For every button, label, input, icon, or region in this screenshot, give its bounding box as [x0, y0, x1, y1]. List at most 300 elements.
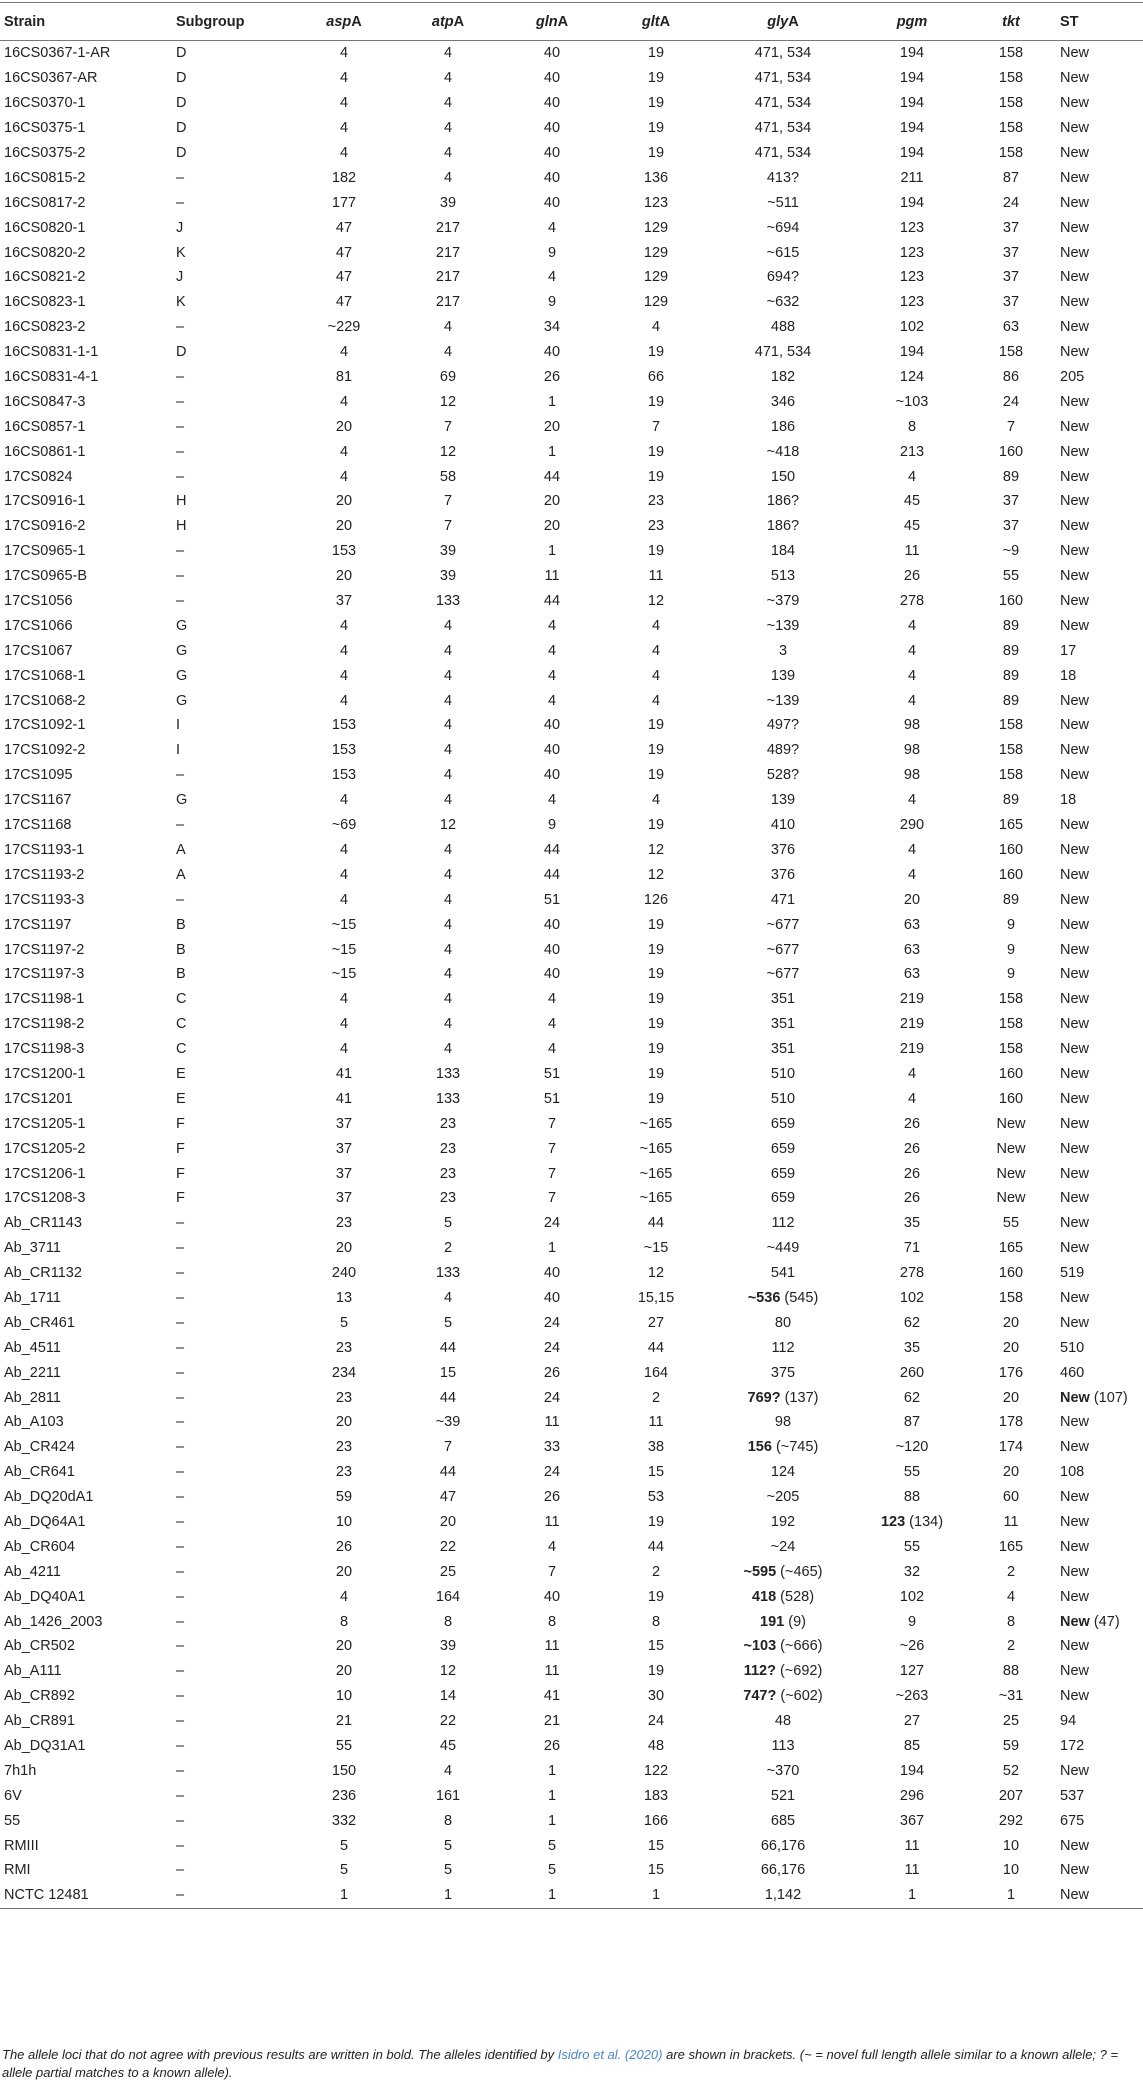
cell-atpA: 161 — [435, 1787, 461, 1804]
table-row — [0, 912, 1143, 937]
cell-subgroup: H — [176, 493, 187, 510]
cell-subgroup: – — [176, 393, 185, 410]
cell-aspA: 4 — [339, 1588, 349, 1605]
cell-subgroup: H — [176, 518, 187, 535]
cell-tkt: 60 — [1002, 1489, 1020, 1506]
cell-pgm: 194 — [899, 1762, 925, 1779]
cell-glyA: 659 — [770, 1190, 796, 1207]
cell-st: New — [1060, 817, 1090, 834]
cell-pgm: 11 — [904, 1862, 920, 1879]
cell-subgroup: – — [176, 1414, 185, 1431]
cell-gltA: 164 — [643, 1364, 669, 1381]
cell-gltA: 8 — [651, 1613, 661, 1630]
cell-aspA: 20 — [335, 1414, 353, 1431]
cell-st: New — [1060, 1016, 1090, 1033]
cell-pgm: 63 — [903, 966, 921, 983]
cell-subgroup: – — [176, 1588, 185, 1605]
cell-gltA: 19 — [647, 344, 665, 361]
cell-glyA: ~370 — [766, 1762, 800, 1779]
cell-st: 18 — [1060, 667, 1077, 684]
cell-gltA: 7 — [651, 418, 661, 435]
cell-aspA: 5 — [339, 1314, 349, 1331]
cell-atpA: 4 — [443, 667, 453, 684]
cell-atpA: 45 — [439, 1738, 457, 1754]
cell-pgm: 194 — [899, 95, 925, 112]
cell-subgroup: C — [176, 1041, 187, 1058]
cell-strain: 16CS0815-2 — [4, 169, 86, 186]
cell-aspA: 55 — [335, 1738, 353, 1754]
cell-aspA: 177 — [331, 194, 357, 211]
cell-tkt: 25 — [1002, 1713, 1020, 1730]
cell-gltA: 44 — [647, 1538, 665, 1555]
cell-st: New — [1060, 1837, 1090, 1854]
cell-strain: Ab_CR461 — [4, 1314, 75, 1331]
cell-glnA: 40 — [543, 1265, 561, 1282]
cell-subgroup: – — [176, 1489, 185, 1506]
cell-gltA: 48 — [647, 1738, 665, 1754]
cell-gltA: 4 — [651, 692, 661, 709]
cell-glnA: 1 — [547, 1762, 557, 1779]
cell-strain: 17CS0916-2 — [4, 518, 86, 535]
cell-strain: 17CS1197-2 — [4, 941, 85, 958]
cell-tkt: 9 — [1006, 941, 1016, 958]
cell-tkt: 158 — [998, 344, 1024, 361]
cell-atpA: 7 — [443, 518, 453, 535]
cell-pgm: 367 — [899, 1812, 925, 1829]
cell-atpA: 217 — [435, 219, 461, 236]
cell-atpA: 12 — [439, 443, 457, 460]
cell-aspA: ~229 — [327, 319, 361, 336]
cell-tkt: 55 — [1002, 568, 1020, 585]
table-row — [0, 1783, 1143, 1808]
cell-strain: Ab_DQ64A1 — [4, 1513, 86, 1530]
cell-subgroup: F — [176, 1190, 185, 1207]
cell-aspA: 81 — [335, 369, 353, 386]
cell-strain: 55 — [4, 1812, 21, 1829]
cell-glyA: 471, 534 — [754, 45, 812, 62]
cell-strain: 17CS1068-1 — [4, 667, 86, 684]
cell-atpA: 4 — [443, 767, 453, 784]
table-row — [0, 638, 1143, 663]
table-row — [0, 514, 1143, 539]
cell-tkt: 178 — [998, 1414, 1024, 1431]
cell-tkt: 88 — [1002, 1663, 1020, 1680]
cell-atpA: 12 — [439, 393, 457, 410]
table-row — [0, 1534, 1143, 1559]
cell-tkt: 176 — [998, 1364, 1024, 1381]
cell-st: New — [1060, 1588, 1090, 1605]
cell-strain: 17CS1168 — [4, 817, 72, 834]
cell-tkt: 10 — [1002, 1862, 1020, 1879]
cell-glnA: 20 — [543, 493, 561, 510]
cell-glnA: 1 — [547, 1812, 557, 1829]
cell-glyA: 685 — [770, 1812, 796, 1829]
cell-gltA: 19 — [647, 145, 665, 161]
cell-glyA: 139 — [770, 792, 796, 809]
cell-gltA: 19 — [647, 916, 665, 933]
cell-gltA: 19 — [647, 742, 665, 759]
cell-st: New — [1060, 866, 1090, 883]
cell-strain: 17CS1205-2 — [4, 1140, 86, 1157]
cell-strain: 17CS1198-1 — [4, 991, 85, 1008]
cell-aspA: 332 — [331, 1812, 357, 1829]
cell-pgm: 11 — [904, 1837, 920, 1854]
table-row — [0, 414, 1143, 439]
table-row — [0, 489, 1143, 514]
cell-glnA: 1 — [500, 1883, 604, 1908]
cell-strain: Ab_4511 — [4, 1339, 61, 1356]
cell-subgroup: A — [176, 866, 186, 883]
cell-atpA: 133 — [435, 1090, 461, 1107]
cell-strain: 17CS1167 — [4, 792, 72, 809]
cell-glnA: 9 — [547, 294, 557, 311]
table-row — [0, 613, 1143, 638]
table-row — [0, 962, 1143, 987]
header-glnA: glnA — [500, 3, 604, 41]
table-row — [0, 1335, 1143, 1360]
cell-atpA: ~39 — [435, 1414, 461, 1431]
cell-pgm: 4 — [907, 866, 917, 883]
cell-gltA: 30 — [647, 1688, 665, 1705]
cell-subgroup: – — [176, 1613, 185, 1630]
cell-strain: 17CS1056 — [4, 593, 73, 610]
cell-glnA: 51 — [543, 1090, 561, 1107]
cell-tkt: 20 — [1002, 1464, 1020, 1481]
cell-subgroup: I — [176, 742, 181, 759]
cell-glyA: 376 — [770, 866, 796, 883]
cell-aspA: 4 — [339, 667, 349, 684]
cell-aspA: 182 — [331, 169, 357, 186]
cell-atpA: 4 — [443, 169, 453, 186]
cell-glyA: ~677 — [766, 941, 800, 958]
cell-gltA: 15 — [647, 1837, 665, 1854]
cell-aspA: 4 — [339, 443, 349, 460]
cell-subgroup: – — [176, 593, 185, 610]
cell-aspA: 240 — [331, 1265, 357, 1282]
cell-pgm: 194 — [899, 145, 925, 161]
cell-st: New — [1060, 344, 1090, 361]
cell-strain: 17CS1095 — [4, 767, 73, 784]
cell-tkt: 89 — [1002, 891, 1020, 908]
cell-atpA: 4 — [443, 120, 453, 137]
cell-st: New — [1060, 95, 1090, 112]
cell-gltA: 12 — [647, 841, 665, 858]
cell-aspA: 4 — [339, 617, 349, 634]
cell-st: New — [1060, 194, 1090, 211]
cell-subgroup: – — [176, 767, 185, 784]
cell-pgm: 194 — [899, 70, 925, 87]
cell-st: New — [1060, 169, 1090, 186]
cell-strain: Ab_DQ20dA1 — [4, 1489, 94, 1506]
cell-atpA: 7 — [443, 418, 453, 435]
cell-aspA: 4 — [339, 792, 349, 809]
cell-tkt: 2 — [1006, 1563, 1016, 1580]
cell-aspA: 4 — [339, 1016, 349, 1033]
table-row — [0, 1161, 1143, 1186]
citation-link[interactable]: Isidro et al. (2020) — [557, 2047, 663, 2062]
cell-tkt: 165 — [998, 817, 1024, 834]
cell-st: New — [1060, 269, 1090, 286]
cell-subgroup: A — [176, 841, 186, 858]
cell-subgroup: – — [176, 418, 185, 435]
cell-st: New — [1060, 1563, 1090, 1580]
cell-glyA: 186? — [766, 493, 800, 510]
cell-atpA: 133 — [435, 1265, 461, 1282]
cell-glyA: 351 — [770, 1041, 796, 1058]
cell-st: New — [1060, 393, 1090, 410]
cell-tkt: 9 — [1006, 966, 1016, 983]
cell-aspA: 4 — [339, 70, 349, 87]
cell-glyA: 186 — [770, 418, 796, 435]
cell-pgm: 9 — [907, 1613, 917, 1630]
cell-tkt: 37 — [1002, 219, 1020, 236]
cell-aspA: 4 — [339, 991, 349, 1008]
table-row — [0, 1559, 1143, 1584]
cell-gltA: ~165 — [639, 1115, 673, 1132]
cell-gltA: 129 — [643, 219, 669, 236]
cell-glnA: 40 — [543, 717, 561, 734]
cell-glnA: 44 — [543, 593, 561, 610]
cell-glyA: 489? — [766, 742, 800, 759]
cell-glyA: 351 — [770, 991, 796, 1008]
cell-strain: 7h1h — [4, 1762, 37, 1779]
cell-gltA: 53 — [647, 1489, 665, 1506]
cell-st: New — [1060, 717, 1090, 734]
cell-gltA: 19 — [647, 45, 665, 62]
cell-strain: 16CS0370-1 — [4, 95, 86, 112]
cell-gltA: 2 — [651, 1389, 661, 1406]
cell-atpA: 5 — [443, 1837, 453, 1854]
cell-aspA: 23 — [335, 1215, 353, 1232]
cell-gltA: 19 — [647, 1663, 665, 1680]
cell-st: New — [1060, 1489, 1090, 1506]
cell-tkt: 158 — [998, 742, 1024, 759]
table-row — [0, 1709, 1143, 1734]
cell-aspA: 20 — [335, 1663, 353, 1680]
cell-pgm: 4 — [907, 642, 917, 659]
cell-gltA: 4 — [651, 319, 661, 336]
cell-glnA: 51 — [543, 1065, 561, 1082]
table-row — [0, 1037, 1143, 1062]
cell-atpA: 5 — [443, 1314, 453, 1331]
cell-gltA: 15 — [647, 1638, 665, 1655]
cell-atpA: 4 — [443, 1041, 453, 1058]
cell-gltA: 4 — [651, 792, 661, 809]
table-row — [0, 1858, 1143, 1883]
cell-glnA: 26 — [543, 369, 561, 386]
cell-strain: 17CS1067 — [4, 642, 73, 659]
cell-atpA: 5 — [443, 1862, 453, 1879]
cell-glyA: 747? (~602) — [743, 1688, 823, 1705]
table-row — [0, 1261, 1143, 1286]
cell-gltA: 136 — [643, 169, 669, 186]
cell-glyA: 192 — [770, 1513, 796, 1530]
cell-strain: 16CS0821-2 — [4, 269, 86, 286]
cell-subgroup: – — [176, 443, 185, 460]
cell-gltA: 27 — [647, 1314, 665, 1331]
cell-subgroup: – — [176, 1240, 185, 1257]
cell-glnA: 5 — [547, 1837, 557, 1854]
cell-aspA: 4 — [339, 120, 349, 137]
table-row — [0, 340, 1143, 365]
cell-subgroup: – — [176, 1364, 185, 1381]
cell-subgroup: – — [176, 568, 185, 585]
cell-atpA: 4 — [443, 45, 453, 62]
cell-gltA: 11 — [648, 568, 664, 585]
cell-glnA: 24 — [543, 1314, 561, 1331]
cell-st: New — [1060, 1314, 1090, 1331]
cell-aspA: ~15 — [331, 916, 357, 933]
cell-pgm: 123 — [899, 244, 925, 261]
cell-glyA: 3 — [778, 642, 788, 659]
cell-strain: 16CS0831-1-1 — [4, 344, 99, 361]
cell-aspA: 20 — [335, 568, 353, 585]
cell-aspA: 47 — [335, 244, 353, 261]
cell-subgroup: D — [176, 70, 187, 87]
cell-glnA: 40 — [543, 916, 561, 933]
cell-tkt: 11 — [1003, 1513, 1019, 1530]
cell-glnA: 26 — [543, 1738, 561, 1754]
cell-subgroup: – — [176, 1215, 185, 1232]
cell-tkt: 174 — [998, 1439, 1024, 1456]
cell-tkt: 37 — [1002, 493, 1020, 510]
cell-atpA: 4 — [443, 941, 453, 958]
cell-strain: Ab_CR891 — [4, 1713, 75, 1730]
cell-atpA: 4 — [443, 841, 453, 858]
cell-atpA: 15 — [439, 1364, 457, 1381]
cell-strain: Ab_4211 — [4, 1563, 61, 1580]
table-row — [0, 1111, 1143, 1136]
cell-glnA: 11 — [544, 568, 560, 585]
cell-subgroup: B — [176, 916, 186, 933]
cell-gltA: 19 — [647, 1065, 665, 1082]
cell-glyA: 112 — [771, 1215, 795, 1232]
cell-st: New — [1060, 1215, 1090, 1232]
cell-pgm: 32 — [903, 1563, 921, 1580]
cell-strain: Ab_2811 — [4, 1389, 61, 1406]
cell-st: New — [1060, 941, 1090, 958]
cell-glyA: 521 — [770, 1787, 796, 1804]
cell-aspA: 4 — [339, 1041, 349, 1058]
table-row — [0, 1186, 1143, 1211]
cell-glyA: 80 — [774, 1314, 792, 1331]
cell-tkt: 158 — [998, 1016, 1024, 1033]
cell-aspA: 236 — [331, 1787, 357, 1804]
cell-glyA: 113 — [771, 1738, 795, 1754]
table-row — [0, 1510, 1143, 1535]
cell-subgroup: – — [176, 1439, 185, 1456]
cell-st: New — [1060, 1538, 1090, 1555]
cell-pgm: 20 — [903, 891, 921, 908]
cell-aspA: 23 — [335, 1439, 353, 1456]
cell-st: New — [1060, 120, 1090, 137]
table-row — [0, 738, 1143, 763]
cell-aspA: 41 — [335, 1090, 353, 1107]
cell-tkt: 63 — [1002, 319, 1020, 336]
cell-subgroup: C — [176, 1016, 187, 1033]
cell-atpA: 4 — [443, 642, 453, 659]
cell-glyA: 471, 534 — [754, 70, 812, 87]
cell-pgm: 123 — [899, 219, 925, 236]
cell-subgroup: D — [176, 95, 187, 112]
cell-st: New — [1060, 518, 1090, 535]
cell-tkt: 24 — [1002, 194, 1020, 211]
cell-aspA: 20 — [335, 518, 353, 535]
cell-glnA: 40 — [543, 45, 561, 62]
cell-pgm: 213 — [899, 443, 925, 460]
cell-strain: 17CS1206-1 — [4, 1165, 86, 1182]
cell-tkt: 165 — [998, 1538, 1024, 1555]
cell-gltA: 4 — [651, 642, 661, 659]
cell-subgroup: – — [176, 817, 185, 834]
cell-gltA: 19 — [647, 966, 665, 983]
cell-tkt: New — [996, 1115, 1026, 1132]
cell-st: New — [1060, 891, 1090, 908]
cell-pgm: 290 — [899, 817, 925, 834]
cell-st: New — [1060, 1065, 1090, 1082]
cell-glnA: 40 — [543, 70, 561, 87]
table-row — [0, 763, 1143, 788]
cell-tkt: 89 — [1002, 667, 1020, 684]
cell-pgm: 62 — [903, 1314, 921, 1331]
table-row — [0, 66, 1143, 91]
cell-tkt: 37 — [1002, 518, 1020, 535]
cell-atpA: 4 — [443, 70, 453, 87]
table-row — [0, 1634, 1143, 1659]
cell-tkt: 20 — [1002, 1389, 1020, 1406]
cell-glyA: 1,142 — [708, 1883, 858, 1908]
header-glyA: glyA — [708, 3, 858, 41]
cell-strain: 17CS1193-2 — [4, 866, 85, 883]
cell-glnA: 40 — [543, 966, 561, 983]
header-aspA: aspA — [292, 3, 396, 41]
cell-gltA: 19 — [647, 468, 665, 485]
cell-st: 17 — [1060, 642, 1077, 659]
cell-atpA: 23 — [439, 1140, 457, 1157]
cell-aspA: 150 — [331, 1762, 357, 1779]
table-row — [0, 688, 1143, 713]
cell-aspA: 4 — [339, 393, 349, 410]
cell-atpA: 47 — [439, 1489, 457, 1506]
cell-st: New — [1060, 916, 1090, 933]
cell-tkt: 87 — [1002, 169, 1020, 186]
table-row — [0, 1883, 1143, 1908]
cell-pgm: ~263 — [895, 1688, 929, 1705]
cell-aspA: 4 — [339, 866, 349, 883]
cell-tkt: ~9 — [1002, 543, 1020, 560]
cell-glyA: ~694 — [766, 219, 800, 236]
cell-strain: 17CS1068-2 — [4, 692, 86, 709]
cell-glyA: 510 — [770, 1090, 796, 1107]
cell-subgroup: – — [176, 194, 185, 211]
cell-gltA: 123 — [643, 194, 669, 211]
table-row — [0, 1310, 1143, 1335]
cell-tkt: 207 — [998, 1787, 1024, 1804]
cell-glnA: 20 — [543, 518, 561, 535]
cell-st: 537 — [1060, 1787, 1085, 1804]
cell-aspA: 47 — [335, 294, 353, 311]
cell-atpA: 23 — [439, 1165, 457, 1182]
cell-glyA: 471, 534 — [754, 120, 812, 137]
cell-glnA: 4 — [547, 617, 557, 634]
cell-glyA: 769? (137) — [747, 1389, 819, 1406]
table-row — [0, 116, 1143, 141]
cell-strain: 16CS0820-2 — [4, 244, 86, 261]
cell-subgroup: G — [176, 617, 188, 634]
cell-tkt: 4 — [1006, 1588, 1016, 1605]
cell-glnA: 24 — [543, 1339, 561, 1356]
cell-st: New — [1060, 1663, 1090, 1680]
